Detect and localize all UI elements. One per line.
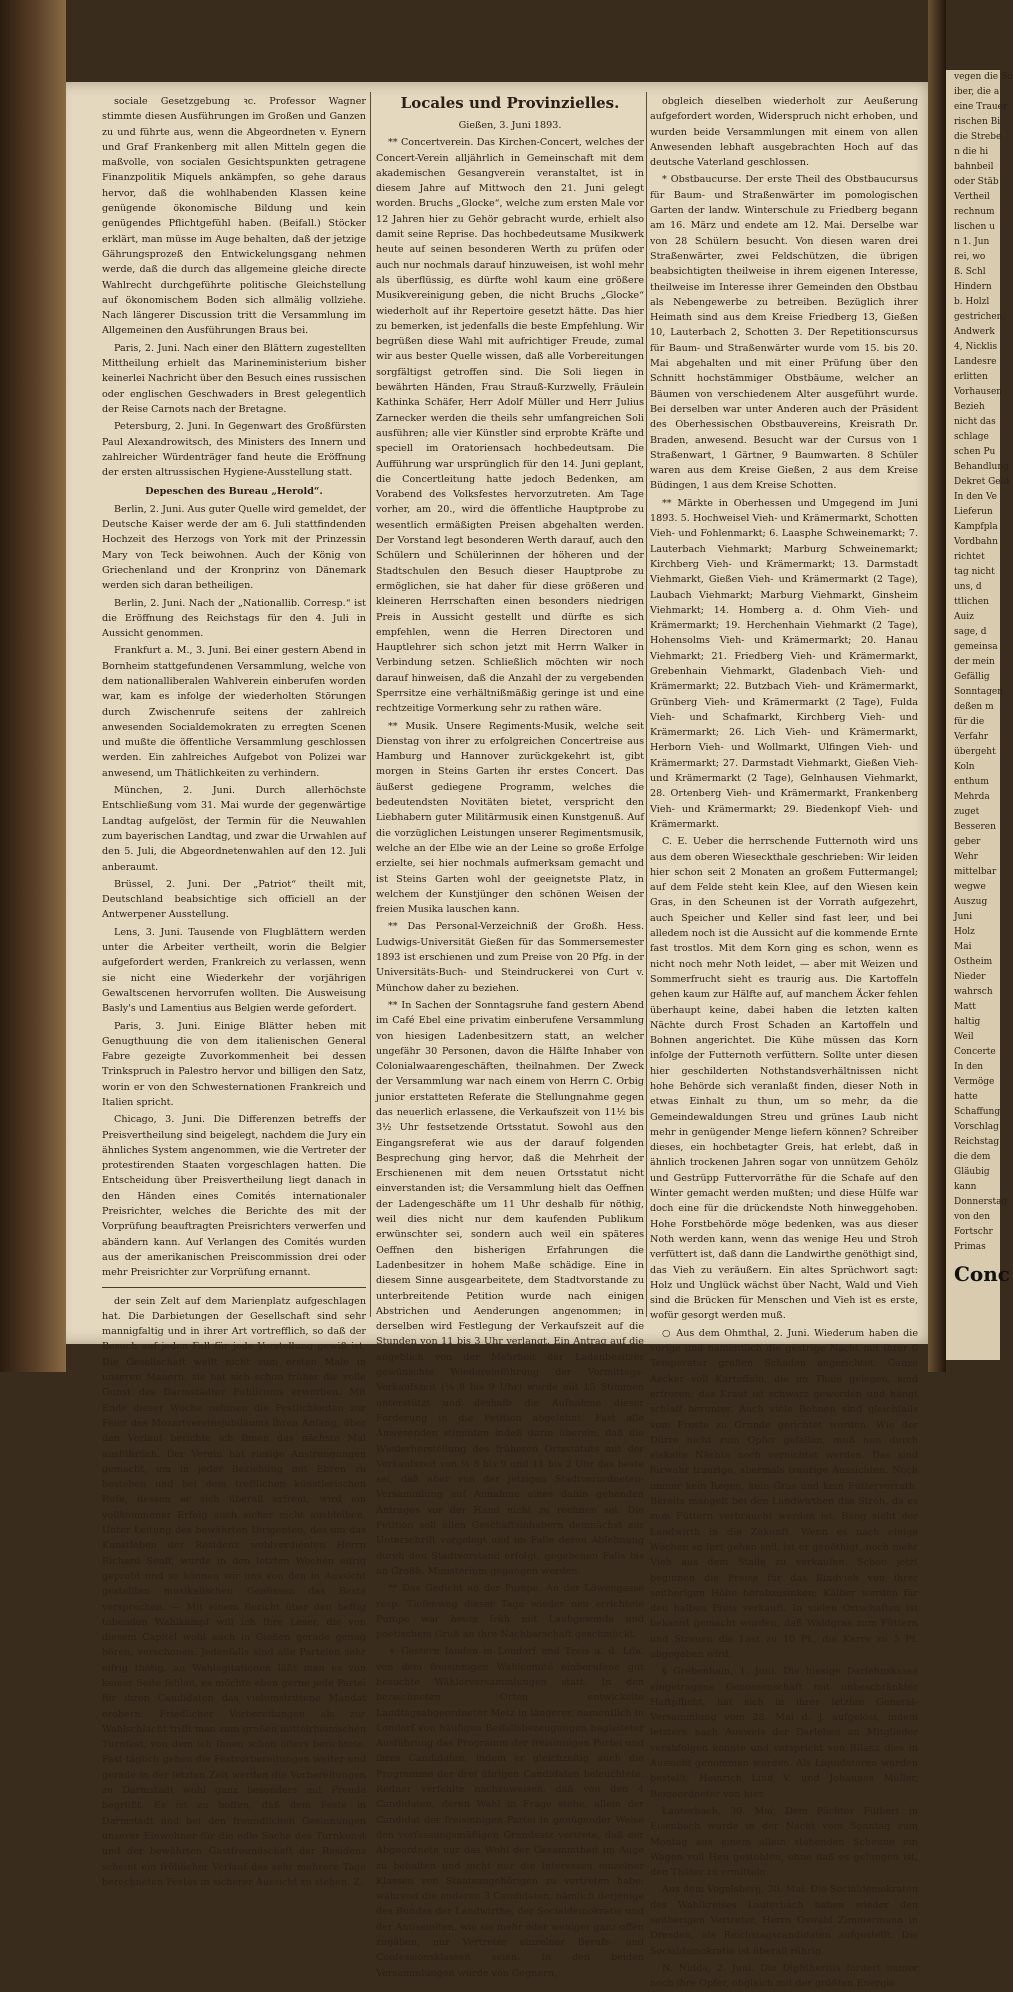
news-item: Brüssel, 2. Juni. Der „Patriot“ theilt mit, Deutschland beabsichtige sich officiell an der Antwerpener Ausstellung.	[102, 878, 366, 921]
facing-page-fragment: n die hi	[954, 147, 989, 157]
facing-page-text	[946, 70, 1013, 1255]
column-1	[102, 94, 366, 1888]
facing-page-fragment: kann	[954, 1182, 977, 1192]
facing-page-fragment: die Strebe	[954, 132, 1002, 142]
facing-page-fragment: b. Holzl	[954, 297, 990, 307]
column-rule	[370, 92, 371, 1317]
facing-page-fragment: oder Stäb	[954, 177, 999, 187]
news-item: ** Das Personal-Verzeichniß der Großh. Hess. Ludwigs-Universität Gießen für das Sommersemester 1893 ist erschienen und zum Preise von 20 Pfg. in der Universitäts-Buch- und Steindruckerei von Curt v. Münchow daher zu beziehen.	[376, 921, 644, 994]
facing-page-fragment: der mein	[954, 657, 995, 667]
facing-page-fragment: Vorhausen	[954, 387, 1003, 397]
facing-page-fragment: Vertheil	[954, 192, 990, 202]
facing-page-fragment: geber	[954, 837, 981, 847]
facing-page-fragment: In den Ve	[954, 492, 997, 502]
facing-page-fragment: Weil	[954, 1032, 974, 1042]
facing-page-fragment: iber, die a	[954, 87, 1000, 97]
facing-page-fragment: gemeinsa	[954, 642, 998, 652]
facing-page-fragment: für die	[954, 717, 985, 727]
facing-page-fragment: Koln	[954, 762, 975, 772]
facing-page-fragment: Juni	[954, 912, 973, 922]
facing-page-fragment: sage, d	[954, 627, 987, 637]
news-item: N. Nidda, 2. Juni. Die Diphtheritis fordert immer noch ihre Opfer, obgleich mit der größten Energie	[650, 1962, 918, 1990]
feuilleton-paragraph: der sein Zelt auf dem Marienplatz aufgeschlagen hat. Die Darbietungen der Gesellschaft sind sehr mannigfaltig und in ihrer Art vortrefflich, so daß der Besuch auf jeden Fall für jede Vorstellung gewiß ist. Die Gesellschaft weilt nicht zum ersten Male in unseren Mauern, sie hat sich schon früher die volle Gunst des Darmstädter Publicums erworben. Mit Ende dieser Woche nehmen die Festlichkeiten zur Feier des Mozartvereinsjubiläums ihren Anfang, über den Verlauf berichte ich Ihnen das nächste Mal ausführlich. Der Verein hat riesige Anstrengungen gemacht, um in jeder Beziehung mit Ehren zu bestehen und bei dem trefflichen künstlerischen Rufe, dessen er sich überall erfreut, wird ein vollkommener Erfolg auch sicher nicht ausbleiben. Unter Leitung des bewährten Dirigenten, des um das Kunstleben der Residenz wohlverdienten Herrn Richard Senff, wurde in den letzten Wochen eifrig geprobt und so können wir uns von den in Aussicht gestellten musikalischen Genüssen das Beste versprechen. — Mit einem Bericht über den heftig tobenden Wahlkampf will ich Ihre Leser, die von diesem Capitel wohl auch in Gießen gerade genug hören, verschonen. Jedenfalls sind alle Parteien sehr eifrig thätig, an Wahlagitationen läßt man es von keiner Seite fehlen, es möchte eben gerne jede Partei für ihren Candidaten das vielumstrittene Mandat erobern. Friedlicher Vorbereitungen als zur Wahlschlacht trifft man zum großen mittelrheinischen Turnfest, von dem ich Ihnen schon öfters berichtete. Fast täglich gehen die Festvorbereitungen weiter und gerade in der letzten Zeit werden die Vorbereitungen zu Darmstadt wohl ganz besonders mit Freude begrüßt. Es ist zu hoffen, daß dem Feste in Darmstadt und bei den freundlichen Gesinnungen unserer Einwohner für die edle Sache des Turnkunst und der bewährten Gastfreundschaft der Residenz scheint ein fröhlicher Verlauf des sehr mehrere Tage berechneten Festes in sicherer Aussicht zu stehen. Z.	[102, 1295, 366, 1888]
facing-page-fragment: Vermöge	[954, 1077, 995, 1087]
news-item: ** Märkte in Oberhessen und Umgegend im Juni 1893. 5. Hochweisel Vieh- und Krämermarkt, Schotten Vieh- und Fohlenmarkt; 6. Laasphe Schweinemarkt; 7. Lauterbach Viehmarkt; Marburg Schweinemarkt; Kirchberg Vieh- und Krämermarkt; 13. Darmstadt Viehmarkt, Gießen Vieh- und Krämermarkt (2 Tage), Laubach Viehmarkt; Marburg Viehmarkt, Ginsheim Viehmarkt; 14. Homberg a. d. Ohm Vieh- und Krämermarkt; 19. Herchenhain Viehmarkt (2 Tage), Hohensolms Vieh- und Krämermarkt; 20. Hanau Viehmarkt; 21. Friedberg Vieh- und Krämermarkt, Grebenhain Viehmarkt, Gladenbach Vieh- und Krämermarkt; 22. Butzbach Vieh- und Krämermarkt, Grünberg Vieh- und Krämermarkt (2 Tage), Fulda Vieh- und Schafmarkt, Kirchberg Vieh- und Krämermarkt; 26. Lich Vieh- und Krämermarkt, Herborn Vieh- und Wollmarkt, Ulfingen Vieh- und Krämermarkt; 27. Darmstadt Viehmarkt, Gießen Vieh- und Krämermarkt (2 Tage), Gelnhausen Viehmarkt, 28. Ortenberg Vieh- und Krämermarkt, Frankenberg Vieh- und Krämermarkt; 29. Biedenkopf Vieh- und Krämermarkt.	[650, 497, 918, 830]
news-item: * Obstbaucurse. Der erste Theil des Obstbaucursus für Baum- und Straßenwärter im pomologischen Garten der landw. Winterschule zu Friedberg begann am 16. März und endete am 12. Mai. Derselbe war von 28 Schülern besucht. Von diesen waren drei Straßenwärter, zwei Feldschützen, die übrigen beabsichtigten theilweise in ihrem eigenen Interesse, theilweise im Interesse ihrer Gemeinden den Obstbau als Nebengewerbe zu betreiben. Bezüglich ihrer Heimath sind aus dem Kreise Friedberg 13, Gießen 10, Lauterbach 2, Schotten 3. Der Repetitionscursus für Baum- und Straßenwärter wurde vom 15. bis 20. Mai abgehalten und mit einer Prüfung über den Schnitt hochstämmiger Obstbäume, welcher an Bäumen von verschiedenem Alter ausgeführt wurde. Bei derselben war unter Anderen auch der Präsident des Oberhessischen Obstbauvereins, Kreisrath Dr. Braden, anwesend. Besucht war der Cursus von 1 Straßenwart, 1 Gärtner, 9 Baumwarten. 8 Schüler waren aus dem Kreise Gießen, 2 aus dem Kreise Büdingen, 1 aus dem Kreise Schotten.	[650, 174, 918, 492]
news-item: Lens, 3. Juni. Tausende von Flugblättern werden unter die Arbeiter vertheilt, worin die Belgier aufgefordert werden, Frankreich zu verlassen, wenn sie nicht eine Wiederkehr der vorjährigen Gewaltscenen hervorrufen wollten. Die Ausweisung Basly's und Lamentius aus Belgien werde gefordert.	[102, 926, 366, 1015]
newspaper-page	[66, 82, 936, 1990]
facing-page-fragment: Fortschr	[954, 1227, 993, 1237]
facing-page-fragment: Sonntagen	[954, 687, 1004, 697]
facing-page-fragment: bahnbeil	[954, 162, 994, 172]
facing-page-fragment: wegwe	[954, 882, 986, 892]
facing-page-fragment: übergeht	[954, 747, 996, 757]
facing-page-fragment: schen Pu	[954, 447, 996, 457]
facing-page-fragment: richtet	[954, 552, 985, 562]
facing-page-fragment: Gläubig	[954, 1167, 990, 1177]
facing-page-fragment: lischen u	[954, 222, 995, 232]
facing-page-fragment: gestrichen	[954, 312, 1003, 322]
news-item: Berlin, 2. Juni. Nach der „Nationallib. Corresp.“ ist die Eröffnung des Reichstags für den 4. Juli in Aussicht genommen.	[102, 597, 366, 640]
facing-page-fragment: Kampfpla	[954, 522, 998, 532]
facing-page-fragment: Matt	[954, 1002, 976, 1012]
facing-page-fragment: Nieder	[954, 972, 986, 982]
facing-page-fragment: schlage	[954, 432, 989, 442]
article-paragraph: sociale Gesetzgebung ꝛc. Professor Wagner stimmte diesen Ausführungen im Großen und Ganzen zu und führte aus, wenn die Abgeordneten v. Eynern und Graf Frankenberg mit allen Mitteln gegen die maßvolle, von socialen Gesichtspunkten getragene Finanzpolitik Miquels ankämpfen, so gehe daraus hervor, daß die wohlhabenden Klassen keine genügende ökonomische Bildung und kein genügendes Pflichtgefühl haben. (Beifall.) Stöcker erklärt, man müsse im Auge behalten, daß der jetzige Gährungsprozeß den Entwickelungsgang nehmen werde, daß die durch das allgemeine gleiche directe Wahlrecht durchgeführte politische Gleichstellung auf ökonomischem Boden sich allmälig vollziehe. Nach längerer Discussion tritt die Versammlung im Allgemeinen den Ausführungen Braus bei.	[102, 96, 366, 337]
facing-page-heading: Conc	[954, 1262, 1010, 1286]
news-item: Chicago, 3. Juni. Die Differenzen betreffs der Preisvertheilung sind beigelegt, nachdem die Jury ein ähnliches System angenommen, wie die Vertreter der protestirenden Staaten vorgeschlagen hatten. Die Entscheidung über Preisvertheilung liegt danach in den Händen eines Comités internationaler Preisrichter, welches die Berichte des mit der Vorprüfung beauftragten Preisrichters verwerfen und abändern kann. Auf Verlangen des Comités wurden aus der amerikanischen Preiscommission drei oder mehr Preisrichter zur Vorprüfung ernannt.	[102, 1114, 366, 1279]
facing-page-fragment: Hindern	[954, 282, 992, 292]
news-item: ** Concertverein. Das Kirchen-Concert, welches der Concert-Verein alljährlich in Gemeinschaft mit dem akademischen Gesangverein veranstaltet, ist in diesem Jahre auf Mittwoch den 21. Juni gelegt worden. Bruchs „Glocke“, welche zum ersten Male vor 12 Jahren hier zu Gehör gebracht wurde, erhielt also damit seine Reprise. Das hochbedeutsame Musikwerk heute auf seinen besonderen Werth zu prüfen oder auch nur nochmals darauf hinzuweisen, ist wohl mehr als überflüssig, es dürfte wohl kaum eine größere Musikvereinigung geben, die nicht Bruchs „Glocke“ wiederholt auf ihr Repertoire gesetzt hätte. Das hier zu bemerken, ist jedenfalls die beste Empfehlung. Wir begrüßen diese Wahl mit aufrichtiger Freude, zumal wir aus bester Quelle wissen, daß alle Vorbereitungen sorgfältigst getroffen sind. Die Soli liegen in bewährten Händen, Frau Strauß-Kurzwelly, Fräulein Kathinka Schäfer, Herr Adolf Müller und Herr Julius Zarnecker werden die theils sehr umfangreichen Soli ausführen; alle vier Künstler sind erprobte Kräfte und speciell im Oratoriensach hochbedeutsam. Die Aufführung war ursprünglich für den 14. Juni geplant, die Concertleitung hatte jedoch Bedenken, am Vorabend des Volksfestes hervorzutreten. Am Tage vorher, am 20., wird die öffentliche Hauptprobe zu wesentlich ermäßigten Preisen abgehalten werden. Der Vorstand legt besonderen Werth darauf, auch den Schülern und Schülerinnen der höheren und der Stadtschulen den Besuch dieser Hauptprobe zu ermöglichen, sie hat daher für diese größeren und kleineren Herrschaften einen besonders niedrigen Preis in Aussicht gestellt und dürfte es sich empfehlen, wenn die Herren Directoren und Hauptlehrer sich schon jetzt mit Herrn Walker in Verbindung setzen. Schließlich möchten wir noch darauf hinweisen, daß die Anzahl der zu vergebenden Sperrsitze eine verhältnißmäßig geringe ist und eine rechtzeitige Vormerkung sehr zu rathen wäre.	[376, 137, 644, 715]
section-title: Locales und Provinzielles.	[400, 94, 620, 112]
news-item: Aus dem Vogelsberg, 30. Mai. Die Socialdemokraten des Wahlkreises Lauterbach haben wieder den seitherigen Vertreter, Herrn Oswald Zimmermann in Dresden, als Reichstagscandidaten aufgestellt. Die Socialdemokratie ist überall rührig.	[650, 1884, 918, 1957]
facing-page-fragment: Auiz	[954, 612, 974, 622]
news-item: obgleich dieselben wiederholt zur Aeußerung aufgefordert worden, Widerspruch nicht erhoben, und wurden beide Versammlungen mit einem von allen Anwesenden lebhaft ausgebrachten Hoch auf das deutsche Vaterland geschlossen.	[650, 96, 918, 169]
news-item: München, 2. Juni. Durch allerhöchste Entschließung vom 31. Mai wurde der gegenwärtige Landtag aufgelöst, der Termin für die Neuwahlen zum bayerischen Landtag, und zwar die Urwahlen auf den 5. Juli, die Abgeordnetenwahlen auf den 12. Juli anberaumt.	[102, 785, 366, 873]
facing-page-fragment: ß. Schl	[954, 267, 986, 277]
facing-page-fragment: deßen m	[954, 702, 994, 712]
facing-page-fragment: hatte	[954, 1092, 978, 1102]
news-item: C. E. Ueber die herrschende Futternoth wird uns aus dem oberen Wieseckthale geschrieben: Wir leiden hier schon seit 2 Monaten an großem Futtermangel; auf dem Felde steht kein Klee, auf den Wiesen kein Gras, in den Scheunen ist der Vorrath aufgezehrt, auch Speicher und Keller sind fast leer, und bei alledem noch ist die Aussicht auf die kommende Ernte fast trostlos. Mit dem Korn ging es schon, wenn es nicht noch mehr Noth leidet, — aber mit Weizen und Sommerfrucht sieht es traurig aus. Die Kartoffeln gehen kaum zur Hälfte auf, auf manchem Äcker fehlen überhaupt keine, dabei haben die letzten kalten Nächte durch Frost Schaden an Kartoffeln und Bohnen angerichtet. Die Kühe müssen das Korn infolge der Futternoth verfüttern. Sollte unter diesen hier geschilderten Nothstandsverhältnissen nicht hohe Behörde sich veranlaßt finden, dieser Noth in etwas Einhalt zu thun, um so mehr, da die Gemeindewaldungen Streu und grünes Laub nicht mehr in genügender Menge liefern können? Schreiber dieses, ein hochbetagter Greis, hat erlebt, daß in ähnlich trockenen Jahren sogar von unnützem Gehölz und Gestrüpp Futtervorräthe für die Schafe auf den Winter gemacht werden mußten; und diese Hülfe war doch eine für die drückendste Noth hinweggehoben. Hohe Forstbehörde möge bedenken, was aus dieser Noth werden kann, wenn das wenige Heu und Stroh verfüttert ist, daß dann die Landwirthe genöthigt sind, das Vieh zu veräußern. Ein altes Sprüchwort sagt: Holz und Unglück wächst über Nacht, Wald und Vieh sind die Brücken für Menschen und Vieh ist es erste, wofür gesorgt werden muß.	[650, 836, 918, 1322]
facing-page-fragment: n 1. Jun	[954, 237, 990, 247]
facing-page-fragment: Vordbahn	[954, 537, 998, 547]
facing-page-fragment: zuget	[954, 807, 980, 817]
column-2	[376, 94, 644, 1979]
facing-page-fragment: von den	[954, 1212, 991, 1222]
news-item: ** Musik. Unsere Regiments-Musik, welche seit Dienstag von ihrer zu erfolgreichen Concertreise aus Hamburg und Hannover zurückgekehrt ist, gibt morgen in Steins Garten ihr erstes Concert. Das äußerst gediegene Programm, welches die bedeutendsten Novitäten bietet, verspricht den Liebhabern guter Militärmusik einen Kunstgenuß. Auf die vorzüglichen Leistungen unserer Regimentsmusik, welche an der Elbe wie an der Leine so große Erfolge erzielte, sei hier nochmals aufmerksam gemacht und ist Steins Garten wohl der geeignetste Platz, in welchem der Kunstjünger den schönen Weisen der freien Musika lauschen kann.	[376, 720, 644, 916]
divider	[102, 1287, 366, 1288]
facing-page-fragment: Verfahr	[954, 732, 989, 742]
facing-page-fragment: mittelbar	[954, 867, 997, 877]
facing-page-fragment: Vorschlag	[954, 1122, 999, 1132]
facing-page-fragment: Mai	[954, 942, 972, 952]
facing-page-fragment: Wehr	[954, 852, 978, 862]
facing-page-fragment: Bezieh	[954, 402, 985, 412]
facing-page-fragment: Reichstag	[954, 1137, 1000, 1147]
facing-page-fragment: erlitten	[954, 372, 988, 382]
news-item: Paris, 2. Juni. Nach einer den Blättern zugestellten Mittheilung erhielt das Marineministerium bisher keinerlei Nachricht über den Besuch eines russischen oder englischen Geschwaders in Brest gelegentlich der Reise Carnots nach der Bretagne.	[102, 342, 366, 415]
facing-page-fragment: Dekret Geld	[954, 477, 1010, 487]
column-rule	[646, 92, 647, 1317]
facing-page-edge	[946, 70, 1013, 1360]
book-spine	[0, 0, 66, 1372]
news-item: Petersburg, 2. Juni. In Gegenwart des Großfürsten Paul Alexandrowitsch, des Ministers des Innern und zahlreicher Würdenträger fand heute die Eröffnung der ersten altrussischen Hygiene-Ausstellung statt.	[102, 421, 366, 479]
news-item: Frankfurt a. M., 3. Juni. Bei einer gestern Abend in Bornheim stattgefundenen Versammlung, welche von dem nationalliberalen Wahlverein einberufen worden war, kam es infolge der wiederholten Störungen durch Zwischenrufe seitens der zahlreich anwesenden Socialdemokraten zu erregten Scenen und mußte die öffentliche Versammlung geschlossen werden. Ein zahlreiches Aufgebot von Polizei war anwesend, um Thätlichkeiten zu verhindern.	[102, 645, 366, 779]
facing-page-fragment: tag nicht	[954, 567, 995, 577]
facing-page-fragment: wahrsch	[954, 987, 993, 997]
news-item: § Grebenhain, 1. Juni. Die hiesige Darlehnskasse eingetragene Genossenschaft mit unbeschränkter Haftpflicht, hat sich in ihrer letzten General-Versammlung vom 28. Mai d. J. aufgelöst, indem letztere nach Ausweis der Darlehen an Mitglieder verabfolgen konnte und verspricht von Bilanz dies in Aussicht genommen wurden. Als Liquidatoren wurden bestellt: Heinrich Lind V. und Johannes Müller, Beigeordneter von hier.	[650, 1666, 918, 1800]
facing-page-fragment: Donnerstag	[954, 1197, 1008, 1207]
facing-page-fragment: nicht das	[954, 417, 996, 427]
facing-page-fragment: vegen die So	[954, 72, 1013, 82]
facing-page-fragment: rechnum	[954, 207, 995, 217]
column-3	[650, 94, 918, 1990]
news-item: ○ Aus dem Ohmthal, 2. Juni. Wiederum haben die vorige und namentlich die gestrige Nacht mit ihrer 0 Temperatur großen Schaden angerichtet. Ganze Aecker voll Kartoffeln, die im Thale gelegen, sind erfroren; das Kraut ist schwarz geworden und hängt schlaff herunter. Auch viele Bohnen sind gleichfalls vom Froste zu Grunde gerichtet worden. Wie der Dürre nicht zum Opfer gefallen, muß nun durch eiskalte Nächte noch vernichtet werden. Das sind fürwahr traurige, abermals traurige Aussichten. Noch immer kein Regen, kein Gras und kein Futtervorrath. Bereits mangelt bei den Landwirthen das Stroh, da es zum Füttern verbraucht werden ist. Bang sieht der Landwirth in die Zukunft. Wenn es nach einige Wochen so fort gehen soll, ist er genöthigt, noch mehr Vieh aus dem Stalle zu verkaufen. Schon jetzt beginnen die Preise für das Rindvieh von ihrer seitherigen Höhe herabzusinken; Kälber werden für den halben Preis verkauft. In vielen Ortschaften ist bekannt gemacht worden, daß Waldgras zum Füttern und Streuen die Last zu 10 Pf., die Karre zu 5 Pf. abgegeben wird.	[650, 1327, 918, 1660]
facing-page-fragment: Auszug	[954, 897, 988, 907]
facing-page-fragment: rischen Bi	[954, 117, 1001, 127]
facing-page-fragment: Gefällig	[954, 672, 990, 682]
facing-page-fragment: Besseren	[954, 822, 996, 832]
news-item: Paris, 3. Juni. Einige Blätter heben mit Genugthuung die von dem italienischen General Fabre gezeigte Zuvorkommenheit bei dessen Trinkspruch in Palestro hervor und billigen den Satz, worin er von den Schwesternationen Frankreich und Italien spricht.	[102, 1020, 366, 1108]
news-item: ** Das Gedicht an der Pumpe. An der Löwengasse resp. Tiefenweg dieser Tage wieder neu errichtete Pumpe war heute früh mit Laubgewinde und poetischem Gruß an ihre Nachbarschaft geschmückt.	[376, 1583, 644, 1641]
facing-page-fragment: eine Trauer	[954, 102, 1008, 112]
page-gutter	[928, 0, 946, 1372]
facing-page-fragment: In den	[954, 1062, 984, 1072]
facing-page-fragment: Holz	[954, 927, 975, 937]
facing-page-fragment: ttlichen	[954, 597, 989, 607]
facing-page-fragment: haltig	[954, 1017, 981, 1027]
facing-page-fragment: 4, Nicklis	[954, 342, 998, 352]
dateline: Gießen, 3. Juni 1893.	[458, 120, 562, 131]
facing-page-fragment: enthum	[954, 777, 989, 787]
facing-page-fragment: rei, wo	[954, 252, 986, 262]
news-item: Lauterbach, 30. Mai. Dem Pächter Fülbert in Eisenbach wurde in der Nacht vom Sonntag zum Montag aus einem allein stehenden Scheune ein Wagen voll Heu gestohlen, ohne daß es gelungen ist, den Thäter zu ermitteln.	[650, 1805, 918, 1879]
facing-page-fragment: Primas	[954, 1242, 986, 1252]
facing-page-fragment: uns, d	[954, 582, 982, 592]
facing-page-fragment: Behandlung	[954, 462, 1009, 472]
news-item: Berlin, 2. Juni. Aus guter Quelle wird gemeldet, der Deutsche Kaiser werde der am 6. Juli stattfindenden Hochzeit des Herzogs von York mit der Prinzessin Mary von Teck beiwohnen. Auch der König von Griechenland und der Kronprinz von Dänemark werden sich daran betheiligen.	[102, 503, 366, 592]
news-item: + Gestern fanden in Londorf und Treis a. d. Lda. von dem freisinnigen Wahlcomité einberufene gut besuchte Wählerversammlungen statt. In den bezeichneten Orten entwickelte Landtagsabgeordneter Metz in längerer, namentlich in Londorf von häufigen Beifallsbezeugungen begleiteter Ausführung das Programm der freisinnigen Partei und ihres Candidaten, indem er gleichzeitig auch die Programme der drei übrigen Candidaten beleuchtete. Redner verfehlte nachzuweisen, daß von den 4 Candidaten, deren Wahl in Frage stehe, allein der Candidat der freisinnigen Partei in genügender Weise den verfassungsmäßigen Grundsatz vertrete, daß der Abgeordnete nur das Wohl der Gesammtheit im Auge zu behalten und nicht nur die Interessen einzelner Klassen von Staatsangehörigen zu vertreten habe; während die anderen 3 Candidaten, nämlich derjenige des Bundes der Landwirthe, der Socialdemokratie und der Antisemiten, wie sie mehr oder weniger ganz offen zugäben, nur Vertreter einzelner Berufs- und Confessionsklassen seien. In den beiden Versammlungen wurde von Gegnern,	[376, 1646, 644, 1979]
section-heading: Depeschen des Bureau „Herold“.	[145, 486, 323, 498]
facing-page-fragment: Ostheim	[954, 957, 993, 967]
news-item: ** In Sachen der Sonntagsruhe fand gestern Abend im Café Ebel eine privatim einberufene Versammlung von hiesigen Ladenbesitzern statt, an welcher ungefähr 30 Personen, davon die Hälfte Inhaber von Colonialwaarengeschäften, theilnahmen. Der Zweck der Versammlung war nach einem von Herrn C. Orbig junior erstatteten Referate die Stellungnahme gegen das neuerlich erlassene, die Verkaufszeit von 11½ bis 3½ Uhr festsetzende Ortsstatut. Sowohl aus den Eingangsreferat wie aus der darauf folgenden Besprechung ging hervor, daß die Mehrheit der Erschienenen mit dem neuen Ortsstatut nicht einverstanden ist; die Versammlung hielt das Oeffnen der Ladengeschäfte um 11 Uhr deshalb für nöthig, weil dies nicht nur dem kaufenden Publikum erwünschter sei, sondern auch weil ein späteres Oeffnen den bisherigen Erfahrungen die Ladenbesitzer in hohem Maße schädige. Eine in diesem Sinne ausgearbeitete, dem Stadtvorstande zu unterbreitende Petition wurde nach einigen Abstrichen und Aenderungen angenommen; in derselben wird Festlegung der Verkaufszeit auf die Stunden von 11 bis 3 Uhr verlangt. Ein Antrag auf die angeblich von der Mehrheit der Ladenbesitzer gewünschte Wiedereinführung der Vormittags-Verkaufszeit (⅛ 8 bis 9 Uhr) wurde mit 15 Stimmen unterstützt und deshalb die Aufnahme dieser Forderung in die Petition abgelehnt. Fast alle Anwesenden stimmten indeß darin überein, daß die Wiederherstellung des früheren Ortsstatuts mit der Verkaufszeit von ½ 8 bis 9 und 11 bis 2 Uhr das beste sei, daß aber von der jetzigen Stadtverordneten-Versammlung auf Annahme eines dahin gehenden Antrages vor der Hand nicht zu rechnen sei. Die Petition soll allen Geschäftsinhabern demnächst zur Unterschrift vorgelegt und im Falle deren Ablehnung durch den Stadtvorstand erfolgt, gegebenen Falls bis an Großh. Ministerium gegangen werden.	[376, 999, 644, 1577]
facing-page-fragment: Concerte	[954, 1047, 996, 1057]
facing-page-fragment: Andwerk	[954, 327, 995, 337]
facing-page-fragment: Schaffung	[954, 1107, 1001, 1117]
facing-page-fragment: die dem	[954, 1152, 991, 1162]
facing-page-fragment: Landesre	[954, 357, 997, 367]
facing-page-fragment: Mehrda	[954, 792, 990, 802]
facing-page-fragment: Lieferun	[954, 507, 993, 517]
